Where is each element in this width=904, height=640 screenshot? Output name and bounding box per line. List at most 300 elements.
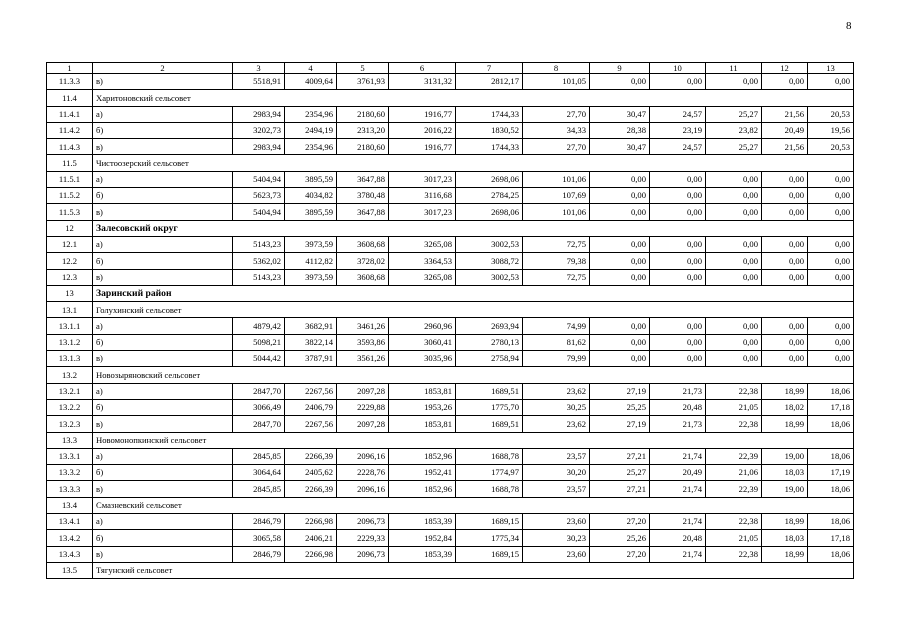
row-label: в): [93, 351, 233, 367]
group-name: Смазневский сельсовет: [93, 497, 854, 513]
table-cell: 18,06: [808, 383, 854, 399]
table-cell: 28,38: [590, 122, 650, 138]
table-cell: 3973,59: [285, 236, 337, 252]
group-name: Новозыряновский сельсовет: [93, 367, 854, 383]
table-row: [47, 448, 854, 464]
table-cell: 2096,16: [337, 448, 389, 464]
table-cell: 0,00: [762, 171, 808, 187]
group-row: [47, 155, 854, 171]
table-cell: 2097,28: [337, 416, 389, 432]
table-row: [47, 351, 854, 367]
table-cell: 0,00: [762, 269, 808, 285]
table-row: [47, 106, 854, 122]
table-cell: 0,00: [590, 171, 650, 187]
row-label: а): [93, 448, 233, 464]
row-code: 11.4.3: [47, 139, 93, 155]
table-cell: 22,38: [706, 383, 762, 399]
row-code: 11.5.2: [47, 188, 93, 204]
column-header: 3: [233, 63, 285, 74]
table-cell: 23,60: [523, 546, 590, 562]
row-code: 13.3.1: [47, 448, 93, 464]
table-cell: 0,00: [650, 236, 706, 252]
page-number: 8: [846, 20, 852, 32]
table-cell: 30,20: [523, 465, 590, 481]
table-cell: 2266,39: [285, 481, 337, 497]
table-cell: 0,00: [706, 253, 762, 269]
row-code: 13.2.1: [47, 383, 93, 399]
row-label: в): [93, 269, 233, 285]
row-code: 13.1.1: [47, 318, 93, 334]
table-cell: 3002,53: [456, 236, 523, 252]
table-cell: 5623,73: [233, 188, 285, 204]
table-cell: 5518,91: [233, 74, 285, 90]
table-cell: 72,75: [523, 269, 590, 285]
table-cell: 0,00: [762, 318, 808, 334]
column-header: 8: [523, 63, 590, 74]
table-cell: 2758,94: [456, 351, 523, 367]
table-cell: 23,82: [706, 122, 762, 138]
section-row: [47, 220, 854, 236]
table-cell: 1853,81: [389, 416, 456, 432]
table-cell: 0,00: [706, 188, 762, 204]
table-cell: 79,99: [523, 351, 590, 367]
table-row: [47, 171, 854, 187]
table-cell: 1916,77: [389, 106, 456, 122]
table-cell: 0,00: [808, 236, 854, 252]
table-cell: 1830,52: [456, 122, 523, 138]
table-cell: 21,73: [650, 416, 706, 432]
header-row: [47, 63, 854, 74]
table-cell: 1775,34: [456, 530, 523, 546]
group-row: [47, 302, 854, 318]
table-cell: 0,00: [808, 204, 854, 220]
table-cell: 3787,91: [285, 351, 337, 367]
table-cell: 23,57: [523, 481, 590, 497]
table-row: [47, 122, 854, 138]
table-cell: 79,38: [523, 253, 590, 269]
table-cell: 0,00: [762, 204, 808, 220]
table-cell: 3822,14: [285, 334, 337, 350]
table-cell: 3035,96: [389, 351, 456, 367]
table-cell: 5044,42: [233, 351, 285, 367]
table-cell: 3608,68: [337, 236, 389, 252]
table-cell: 30,25: [523, 399, 590, 415]
table-cell: 18,06: [808, 546, 854, 562]
row-code: 13.4.2: [47, 530, 93, 546]
table-cell: 18,02: [762, 399, 808, 415]
row-code: 11.4: [47, 90, 93, 106]
table-cell: 0,00: [590, 253, 650, 269]
row-code: 13.5: [47, 562, 93, 578]
table-cell: 17,19: [808, 465, 854, 481]
row-label: в): [93, 74, 233, 90]
table-cell: 27,21: [590, 481, 650, 497]
table-cell: 1852,96: [389, 481, 456, 497]
table-cell: 1774,97: [456, 465, 523, 481]
table-row: [47, 269, 854, 285]
table-cell: 3728,02: [337, 253, 389, 269]
table-cell: 0,00: [590, 318, 650, 334]
table-cell: 23,60: [523, 514, 590, 530]
table-cell: 3088,72: [456, 253, 523, 269]
table-cell: 22,39: [706, 481, 762, 497]
table-cell: 2693,94: [456, 318, 523, 334]
table-cell: 2180,60: [337, 139, 389, 155]
table-cell: 21,74: [650, 448, 706, 464]
table-cell: 101,06: [523, 171, 590, 187]
table-cell: 0,00: [808, 269, 854, 285]
table-row: [47, 514, 854, 530]
table-cell: 1952,84: [389, 530, 456, 546]
table-cell: 34,33: [523, 122, 590, 138]
data-table: [46, 62, 854, 579]
row-code: 13.4.1: [47, 514, 93, 530]
row-label: б): [93, 188, 233, 204]
table-cell: 27,20: [590, 546, 650, 562]
column-header: 7: [456, 63, 523, 74]
table-cell: 24,57: [650, 139, 706, 155]
table-cell: 23,62: [523, 383, 590, 399]
table-cell: 2016,22: [389, 122, 456, 138]
row-label: в): [93, 204, 233, 220]
table-cell: 25,25: [590, 399, 650, 415]
table-cell: 2780,13: [456, 334, 523, 350]
group-name: Голухинский сельсовет: [93, 302, 854, 318]
table-cell: 30,23: [523, 530, 590, 546]
row-code: 13.1: [47, 302, 93, 318]
table-row: [47, 481, 854, 497]
table-cell: 0,00: [650, 74, 706, 90]
table-cell: 2494,19: [285, 122, 337, 138]
table-cell: 1689,51: [456, 383, 523, 399]
row-code: 12.2: [47, 253, 93, 269]
table-cell: 20,53: [808, 139, 854, 155]
row-label: б): [93, 530, 233, 546]
table-cell: 0,00: [650, 351, 706, 367]
table-cell: 19,56: [808, 122, 854, 138]
table-cell: 3608,68: [337, 269, 389, 285]
table-row: [47, 465, 854, 481]
table-cell: 2266,39: [285, 448, 337, 464]
table-cell: 2983,94: [233, 139, 285, 155]
table-cell: 22,38: [706, 416, 762, 432]
table-cell: 21,74: [650, 546, 706, 562]
table-row: [47, 530, 854, 546]
table-cell: 0,00: [808, 334, 854, 350]
table-cell: 3265,08: [389, 269, 456, 285]
column-header: 6: [389, 63, 456, 74]
table-row: [47, 188, 854, 204]
table-row: [47, 318, 854, 334]
table-cell: 2983,94: [233, 106, 285, 122]
table-cell: 0,00: [650, 171, 706, 187]
table-cell: 18,06: [808, 448, 854, 464]
table-cell: 25,27: [706, 106, 762, 122]
table-cell: 1952,41: [389, 465, 456, 481]
row-code: 13.2.2: [47, 399, 93, 415]
table-cell: 21,74: [650, 514, 706, 530]
group-name: Чистоозерский сельсовет: [93, 155, 854, 171]
row-code: 12: [47, 220, 93, 236]
table-cell: 74,99: [523, 318, 590, 334]
table-cell: 4879,42: [233, 318, 285, 334]
table-cell: 2267,56: [285, 416, 337, 432]
table-cell: 3682,91: [285, 318, 337, 334]
table-cell: 2096,73: [337, 546, 389, 562]
table-cell: 0,00: [590, 236, 650, 252]
table-cell: 0,00: [808, 318, 854, 334]
table-cell: 1688,78: [456, 481, 523, 497]
table-row: [47, 236, 854, 252]
column-header: 12: [762, 63, 808, 74]
table-cell: 2698,06: [456, 171, 523, 187]
table-cell: 18,99: [762, 416, 808, 432]
table-cell: 3973,59: [285, 269, 337, 285]
group-row: [47, 432, 854, 448]
row-code: 13.4: [47, 497, 93, 513]
table-cell: 5404,94: [233, 171, 285, 187]
table-cell: 0,00: [650, 334, 706, 350]
row-label: б): [93, 253, 233, 269]
table-cell: 30,47: [590, 106, 650, 122]
table-cell: 27,70: [523, 139, 590, 155]
group-name: Харитоновский сельсовет: [93, 90, 854, 106]
table-cell: 2845,85: [233, 448, 285, 464]
table-cell: 27,19: [590, 416, 650, 432]
row-code: 13.3: [47, 432, 93, 448]
column-header: 11: [706, 63, 762, 74]
group-name: Новомонопкинский сельсовет: [93, 432, 854, 448]
table-cell: 3131,32: [389, 74, 456, 90]
table-cell: 2313,20: [337, 122, 389, 138]
table-cell: 5362,02: [233, 253, 285, 269]
table-cell: 25,27: [590, 465, 650, 481]
row-label: а): [93, 383, 233, 399]
row-label: б): [93, 334, 233, 350]
row-label: а): [93, 318, 233, 334]
table-cell: 3017,23: [389, 171, 456, 187]
table-cell: 5143,23: [233, 269, 285, 285]
table-cell: 3647,88: [337, 204, 389, 220]
table-cell: 18,99: [762, 514, 808, 530]
table-cell: 1853,39: [389, 546, 456, 562]
table-cell: 0,00: [808, 253, 854, 269]
row-label: в): [93, 416, 233, 432]
table-row: [47, 416, 854, 432]
table-cell: 0,00: [590, 269, 650, 285]
table-cell: 3364,53: [389, 253, 456, 269]
group-row: [47, 497, 854, 513]
row-code: 12.3: [47, 269, 93, 285]
table-cell: 21,05: [706, 530, 762, 546]
table-cell: 18,03: [762, 465, 808, 481]
table-cell: 25,27: [706, 139, 762, 155]
table-cell: 0,00: [706, 204, 762, 220]
table-cell: 19,00: [762, 481, 808, 497]
table-row: [47, 399, 854, 415]
table-cell: 20,48: [650, 530, 706, 546]
table-cell: 20,53: [808, 106, 854, 122]
table-cell: 2698,06: [456, 204, 523, 220]
table-cell: 2228,76: [337, 465, 389, 481]
table-cell: 0,00: [650, 253, 706, 269]
section-row: [47, 285, 854, 301]
table-cell: 27,20: [590, 514, 650, 530]
table-cell: 22,38: [706, 514, 762, 530]
table-cell: 0,00: [762, 334, 808, 350]
column-header: 2: [93, 63, 233, 74]
table-cell: 3761,93: [337, 74, 389, 90]
row-code: 13.1.3: [47, 351, 93, 367]
table-cell: 21,56: [762, 139, 808, 155]
table-cell: 2180,60: [337, 106, 389, 122]
table-cell: 101,05: [523, 74, 590, 90]
table-cell: 2960,96: [389, 318, 456, 334]
table-cell: 3895,59: [285, 204, 337, 220]
column-header: 13: [808, 63, 854, 74]
table-cell: 72,75: [523, 236, 590, 252]
table-cell: 0,00: [706, 74, 762, 90]
row-code: 12.1: [47, 236, 93, 252]
table-cell: 0,00: [808, 351, 854, 367]
table-cell: 2354,96: [285, 139, 337, 155]
table-cell: 18,03: [762, 530, 808, 546]
table-cell: 27,21: [590, 448, 650, 464]
table-cell: 2097,28: [337, 383, 389, 399]
table-cell: 0,00: [762, 188, 808, 204]
row-label: в): [93, 139, 233, 155]
table-row: [47, 546, 854, 562]
table-cell: 0,00: [706, 171, 762, 187]
column-header: 4: [285, 63, 337, 74]
table-cell: 1688,78: [456, 448, 523, 464]
group-row: [47, 90, 854, 106]
column-header: 5: [337, 63, 389, 74]
table-cell: 18,06: [808, 481, 854, 497]
section-name: Залесовский округ: [93, 220, 854, 236]
table-cell: 23,57: [523, 448, 590, 464]
table-cell: 2406,79: [285, 399, 337, 415]
table-cell: 0,00: [650, 318, 706, 334]
table-row: [47, 253, 854, 269]
row-label: а): [93, 514, 233, 530]
group-row: [47, 562, 854, 578]
row-label: в): [93, 481, 233, 497]
table-cell: 1953,26: [389, 399, 456, 415]
table-cell: 19,00: [762, 448, 808, 464]
group-name: Тягунский сельсовет: [93, 562, 854, 578]
table-cell: 4034,82: [285, 188, 337, 204]
table-cell: 0,00: [590, 351, 650, 367]
table-row: [47, 139, 854, 155]
table-cell: 0,00: [590, 204, 650, 220]
table-cell: 0,00: [762, 236, 808, 252]
row-label: б): [93, 399, 233, 415]
table-cell: 0,00: [762, 351, 808, 367]
table-cell: 3060,41: [389, 334, 456, 350]
row-code: 13.4.3: [47, 546, 93, 562]
table-cell: 27,70: [523, 106, 590, 122]
table-cell: 0,00: [762, 253, 808, 269]
table-cell: 20,48: [650, 399, 706, 415]
table-cell: 18,99: [762, 546, 808, 562]
table-cell: 21,56: [762, 106, 808, 122]
table-cell: 0,00: [706, 334, 762, 350]
table-cell: 18,99: [762, 383, 808, 399]
table-cell: 2266,98: [285, 546, 337, 562]
table-cell: 1775,70: [456, 399, 523, 415]
table-cell: 3593,86: [337, 334, 389, 350]
table-cell: 0,00: [590, 74, 650, 90]
table-cell: 0,00: [650, 188, 706, 204]
row-code: 11.5.3: [47, 204, 93, 220]
table-cell: 3017,23: [389, 204, 456, 220]
table-cell: 0,00: [706, 318, 762, 334]
row-code: 11.4.2: [47, 122, 93, 138]
table-cell: 1744,33: [456, 106, 523, 122]
table-cell: 1689,51: [456, 416, 523, 432]
table-row: [47, 74, 854, 90]
table-cell: 0,00: [762, 74, 808, 90]
table-row: [47, 204, 854, 220]
table-cell: 21,74: [650, 481, 706, 497]
table-cell: 0,00: [706, 236, 762, 252]
column-header: 10: [650, 63, 706, 74]
row-code: 13.3.3: [47, 481, 93, 497]
table-cell: 2096,73: [337, 514, 389, 530]
table-cell: 0,00: [590, 334, 650, 350]
row-code: 13.3.2: [47, 465, 93, 481]
row-label: а): [93, 106, 233, 122]
table-cell: 3066,49: [233, 399, 285, 415]
table-cell: 21,73: [650, 383, 706, 399]
table-cell: 101,06: [523, 204, 590, 220]
table-cell: 2267,56: [285, 383, 337, 399]
table-cell: 2784,25: [456, 188, 523, 204]
table-cell: 1689,15: [456, 514, 523, 530]
table-cell: 2812,17: [456, 74, 523, 90]
row-label: а): [93, 171, 233, 187]
row-label: в): [93, 546, 233, 562]
row-code: 13.2: [47, 367, 93, 383]
table-cell: 25,26: [590, 530, 650, 546]
table-cell: 1916,77: [389, 139, 456, 155]
table-cell: 1852,96: [389, 448, 456, 464]
table-cell: 0,00: [650, 269, 706, 285]
table-cell: 1744,33: [456, 139, 523, 155]
section-name: Заринский район: [93, 285, 854, 301]
table-cell: 2847,70: [233, 416, 285, 432]
table-cell: 4112,82: [285, 253, 337, 269]
table-cell: 3647,88: [337, 171, 389, 187]
table-cell: 0,00: [650, 204, 706, 220]
table-cell: 3116,68: [389, 188, 456, 204]
table-cell: 4009,64: [285, 74, 337, 90]
table-cell: 24,57: [650, 106, 706, 122]
row-code: 11.3.3: [47, 74, 93, 90]
table-cell: 3002,53: [456, 269, 523, 285]
table-cell: 81,62: [523, 334, 590, 350]
table-cell: 3461,26: [337, 318, 389, 334]
table-cell: 2354,96: [285, 106, 337, 122]
table-cell: 0,00: [808, 188, 854, 204]
table-cell: 23,19: [650, 122, 706, 138]
table-cell: 18,06: [808, 416, 854, 432]
table-cell: 2846,79: [233, 514, 285, 530]
table-cell: 3065,58: [233, 530, 285, 546]
table-cell: 3265,08: [389, 236, 456, 252]
row-label: а): [93, 236, 233, 252]
